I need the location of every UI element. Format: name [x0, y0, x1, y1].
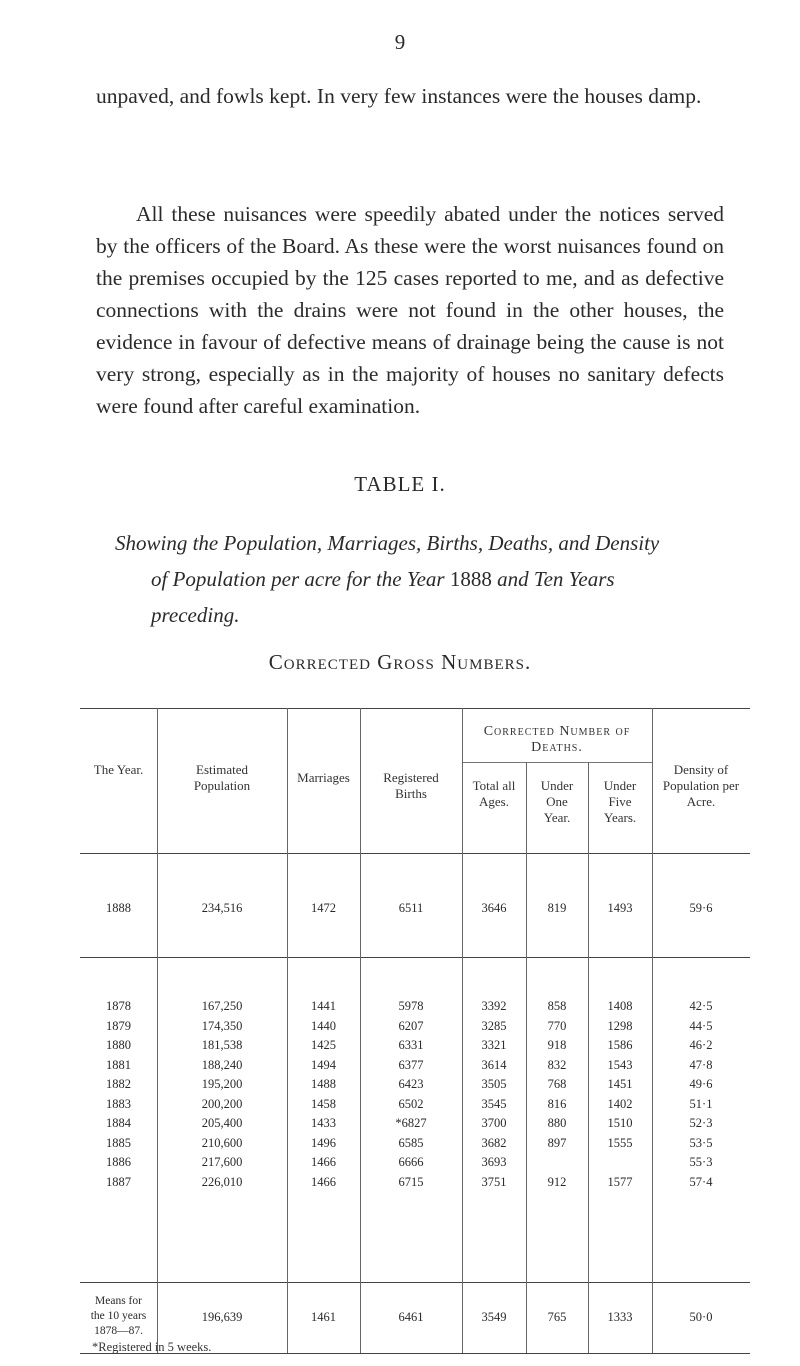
header-population: Estimated Population — [193, 762, 251, 793]
cell-total: 3505 — [481, 1077, 507, 1091]
cell-marriages: 1433 — [311, 1116, 336, 1130]
cell-marriages: 1440 — [311, 1018, 336, 1033]
cell-marriages: 1458 — [311, 1096, 336, 1111]
cell-year: 1888 — [106, 901, 131, 915]
cell-total: 3549 — [481, 1310, 507, 1324]
cell-under-five: 1493 — [607, 901, 633, 915]
table-row — [80, 1038, 750, 1054]
cell-marriages: 1496 — [311, 1135, 336, 1150]
cell-density: 46·2 — [689, 1038, 713, 1052]
cell-total: 3751 — [481, 1174, 507, 1189]
table-footnote: *Registered in 5 weeks. — [92, 1340, 212, 1354]
table-row-means — [80, 1310, 750, 1326]
cell-under-one: 912 — [547, 1174, 567, 1189]
cell-under-five: 1510 — [607, 1116, 633, 1130]
cell-year: 1882 — [106, 1077, 131, 1091]
cell-births: 6423 — [398, 1077, 424, 1091]
caption-line-3: preceding. — [151, 603, 240, 627]
cell-density: 50·0 — [689, 1310, 713, 1324]
cell-marriages: 1425 — [311, 1038, 336, 1052]
cell-under-five: 1543 — [607, 1057, 633, 1072]
cell-marriages: 1472 — [311, 901, 336, 915]
cell-total: 3545 — [481, 1096, 507, 1111]
cell-density: 42·5 — [689, 999, 713, 1013]
cell-marriages: 1466 — [311, 1174, 336, 1189]
rule-header-bottom — [80, 853, 750, 854]
cell-under-five: 1577 — [607, 1174, 633, 1189]
table-row — [80, 1077, 750, 1093]
cell-total: 3682 — [481, 1135, 507, 1150]
header-year: The Year. — [93, 762, 144, 777]
cell-births: 6207 — [398, 1018, 424, 1033]
table-row — [80, 1175, 750, 1191]
cell-population: 226,010 — [201, 1174, 243, 1189]
rule-deaths-group — [462, 762, 652, 763]
cell-births: 6461 — [398, 1310, 424, 1324]
cell-under-five: 1333 — [607, 1310, 633, 1324]
cell-density: 53·5 — [689, 1135, 713, 1150]
table-row — [80, 1155, 750, 1171]
cell-population: 200,200 — [201, 1096, 243, 1111]
cell-under-five: 1298 — [607, 1018, 633, 1033]
cell-year: 1887 — [106, 1174, 131, 1189]
cell-under-one: 897 — [547, 1135, 567, 1150]
cell-total: 3392 — [481, 999, 507, 1013]
caption-part-3: and Ten Years — [491, 567, 615, 591]
cell-year: 1878 — [106, 999, 131, 1013]
cell-under-five: 1555 — [607, 1135, 633, 1150]
cell-year: 1884 — [106, 1116, 131, 1130]
cell-births: 6331 — [398, 1038, 424, 1052]
means-label-line-3: 1878—87. — [94, 1325, 143, 1337]
table-title: TABLE I. — [354, 472, 446, 496]
cell-density: 55·3 — [689, 1155, 713, 1169]
header-marriages: Marriages — [297, 770, 350, 785]
cell-under-five: 1408 — [607, 999, 633, 1013]
cell-under-one: 816 — [547, 1096, 567, 1111]
cell-total: 3285 — [481, 1018, 507, 1033]
cell-births: *6827 — [395, 1116, 427, 1130]
cell-density: 51·1 — [689, 1096, 713, 1111]
cell-population: 217,600 — [201, 1155, 243, 1169]
rule-top — [80, 708, 750, 709]
means-label-line-2: the 10 years — [90, 1310, 147, 1322]
table-row — [80, 999, 750, 1015]
cell-under-one: 765 — [547, 1310, 567, 1324]
cell-year: 1879 — [106, 1018, 131, 1033]
cell-under-five: 1402 — [607, 1096, 633, 1111]
cell-under-one: 819 — [547, 901, 567, 915]
paragraph-nuisances: All these nuisances were speedily abated under the notices served by the officers of the Board. As these were the worst nuisances found on the premises occupied by the 125 cases reported to me, and as defective connections with the drains were not found in the other houses, the evidence in favour of defective means of drainage being the cause is not very strong, especially as in the majority of houses no sanitary defects were found after careful examination. — [96, 202, 724, 418]
cell-density: 59·6 — [689, 901, 713, 915]
statistics-table — [80, 700, 750, 1360]
cell-density: 52·3 — [689, 1116, 713, 1130]
caption-part-2: of Population per acre for the Year — [151, 567, 450, 591]
cell-under-five: 1451 — [607, 1077, 633, 1091]
cell-density: 47·8 — [689, 1057, 713, 1072]
cell-births: 6511 — [398, 901, 424, 915]
cell-under-one: 768 — [547, 1077, 567, 1091]
means-label-line-1: Means for — [95, 1295, 142, 1307]
cell-population: 174,350 — [201, 1018, 243, 1033]
table-row — [80, 1116, 750, 1132]
cell-year: 1883 — [106, 1096, 131, 1111]
header-deaths-group: Corrected Number of Deaths. — [483, 724, 631, 755]
table-row — [80, 1097, 750, 1113]
rule-current-year — [80, 957, 750, 958]
cell-total: 3321 — [481, 1038, 507, 1052]
cell-year: 1885 — [106, 1135, 131, 1150]
cell-births: 5978 — [398, 999, 424, 1013]
cell-births: 6585 — [398, 1135, 424, 1150]
cell-population: 167,250 — [201, 999, 243, 1013]
cell-density: 49·6 — [689, 1077, 713, 1091]
cell-under-one: 832 — [547, 1057, 567, 1072]
cell-year: 1880 — [106, 1038, 131, 1052]
page-number: 9 — [394, 30, 406, 54]
cell-under-one: 918 — [547, 1038, 567, 1052]
cell-births: 6377 — [398, 1057, 424, 1072]
cell-under-five: 1586 — [607, 1038, 633, 1052]
table-subtitle: Corrected Gross Numbers. — [268, 650, 532, 674]
table-row — [80, 1136, 750, 1152]
cell-population: 205,400 — [201, 1116, 243, 1130]
table-row-current-year — [80, 901, 750, 917]
cell-population: 188,240 — [201, 1057, 243, 1072]
cell-population: 210,600 — [201, 1135, 243, 1150]
cell-year: 1881 — [106, 1057, 131, 1072]
cell-density: 44·5 — [689, 1018, 713, 1033]
cell-population: 181,538 — [201, 1038, 243, 1052]
caption-line-2 — [115, 561, 715, 597]
cell-total: 3693 — [481, 1155, 507, 1169]
header-under-one: Under One Year. — [540, 778, 574, 825]
cell-marriages: 1441 — [311, 999, 336, 1013]
header-total: Total all Ages. — [472, 778, 516, 809]
cell-births: 6666 — [398, 1155, 424, 1169]
cell-total: 3646 — [481, 901, 507, 915]
cell-births: 6715 — [398, 1174, 424, 1189]
caption-year: 1888 — [449, 567, 492, 591]
cell-total: 3700 — [481, 1116, 507, 1130]
rule-means — [80, 1282, 750, 1283]
caption-line-1: Showing the Population, Marriages, Births, Deaths, and Density — [115, 531, 660, 555]
header-under-five: Under Five Years. — [603, 778, 637, 825]
table-row — [80, 1058, 750, 1074]
cell-population: 195,200 — [201, 1077, 243, 1091]
cell-year: 1886 — [106, 1155, 131, 1169]
table-caption — [115, 525, 715, 633]
cell-marriages: 1461 — [311, 1310, 336, 1324]
header-density: Density of Population per Acre. — [662, 762, 740, 809]
header-births: Registered Births — [383, 770, 439, 801]
cell-under-one: 770 — [547, 1018, 567, 1033]
cell-under-one: 880 — [547, 1116, 567, 1130]
table-row — [80, 1019, 750, 1035]
cell-population: 234,516 — [201, 901, 243, 915]
cell-population: 196,639 — [201, 1310, 243, 1324]
cell-total: 3614 — [481, 1057, 507, 1072]
cell-density: 57·4 — [689, 1174, 713, 1189]
cell-births: 6502 — [398, 1096, 424, 1111]
paragraph-continuation: unpaved, and fowls kept. In very few instances were the houses damp. — [96, 84, 702, 108]
cell-marriages: 1494 — [311, 1057, 336, 1072]
cell-marriages: 1466 — [311, 1155, 336, 1169]
cell-marriages: 1488 — [311, 1077, 336, 1091]
cell-under-one: 858 — [547, 999, 567, 1013]
